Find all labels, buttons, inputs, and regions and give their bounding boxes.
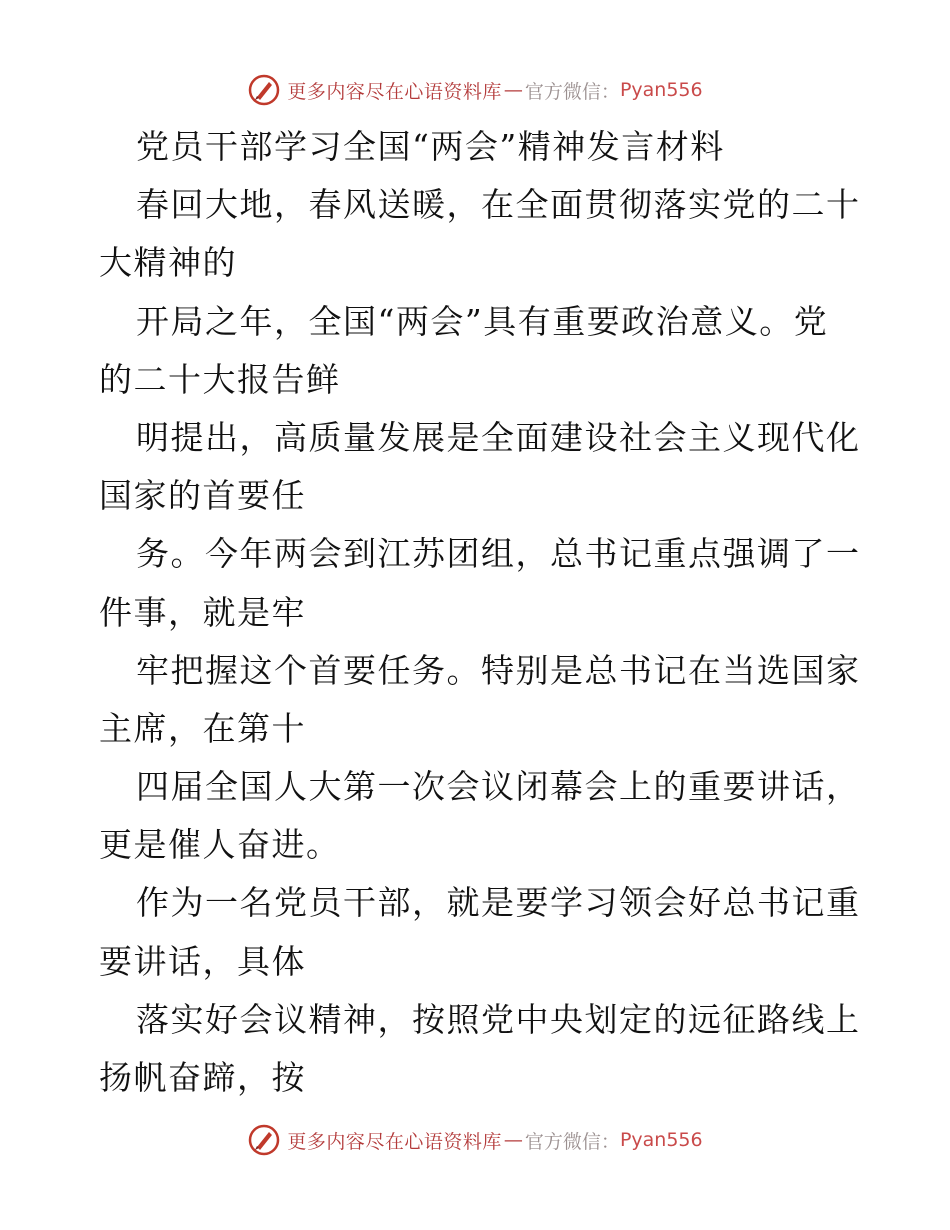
header-watermark xyxy=(0,70,950,110)
paragraph-line: 明提出，高质量发展是全面建设社会主义现代化 xyxy=(136,417,861,457)
watermark-wechat-id: Pyan556 xyxy=(619,79,703,101)
pen-logo-icon xyxy=(247,1123,281,1157)
watermark-site-text: 更多内容尽在心语资料库 xyxy=(287,1130,502,1153)
footer-watermark xyxy=(0,1120,950,1160)
paragraph-line: 件事，就是牢 xyxy=(99,592,306,632)
pen-logo-icon xyxy=(247,73,281,107)
paragraph-line: 作为一名党员干部，就是要学习领会好总书记重 xyxy=(136,883,861,923)
watermark-site-text: 更多内容尽在心语资料库 xyxy=(287,80,502,103)
paragraph-line: 四届全国人大第一次会议闭幕会上的重要讲话， xyxy=(136,767,861,807)
paragraph-line: 大精神的 xyxy=(99,243,237,283)
paragraph-line: 牢把握这个首要任务。特别是总书记在当选国家 xyxy=(136,650,861,690)
watermark-separator: — xyxy=(503,1129,523,1151)
document-title: 党员干部学习全国“两会”精神发言材料 xyxy=(136,127,725,166)
watermark-separator: — xyxy=(503,79,523,101)
paragraph-line: 要讲话，具体 xyxy=(99,941,306,981)
watermark-wechat-label: 官方微信： xyxy=(524,80,620,103)
paragraph-line: 主席，在第十 xyxy=(99,708,306,748)
document-body xyxy=(99,118,859,1107)
paragraph-line: 务。今年两会到江苏团组，总书记重点强调了一 xyxy=(136,534,861,574)
paragraph-line: 扬帆奋蹄，按 xyxy=(99,1058,306,1097)
paragraph-line: 更是催人奋进。 xyxy=(99,825,341,865)
paragraph-line: 国家的首要任 xyxy=(99,476,306,516)
watermark-wechat-label: 官方微信： xyxy=(524,1130,620,1153)
paragraph-line: 春回大地，春风送暖，在全面贯彻落实党的二十 xyxy=(136,185,861,225)
watermark-wechat-id: Pyan556 xyxy=(619,1129,703,1151)
paragraph-line: 的二十大报告鲜 xyxy=(99,359,341,399)
paragraph-line: 开局之年，全国“两会”具有重要政治意义。党 xyxy=(136,301,829,341)
paragraph-line: 落实好会议精神，按照党中央划定的远征路线上 xyxy=(136,999,861,1039)
